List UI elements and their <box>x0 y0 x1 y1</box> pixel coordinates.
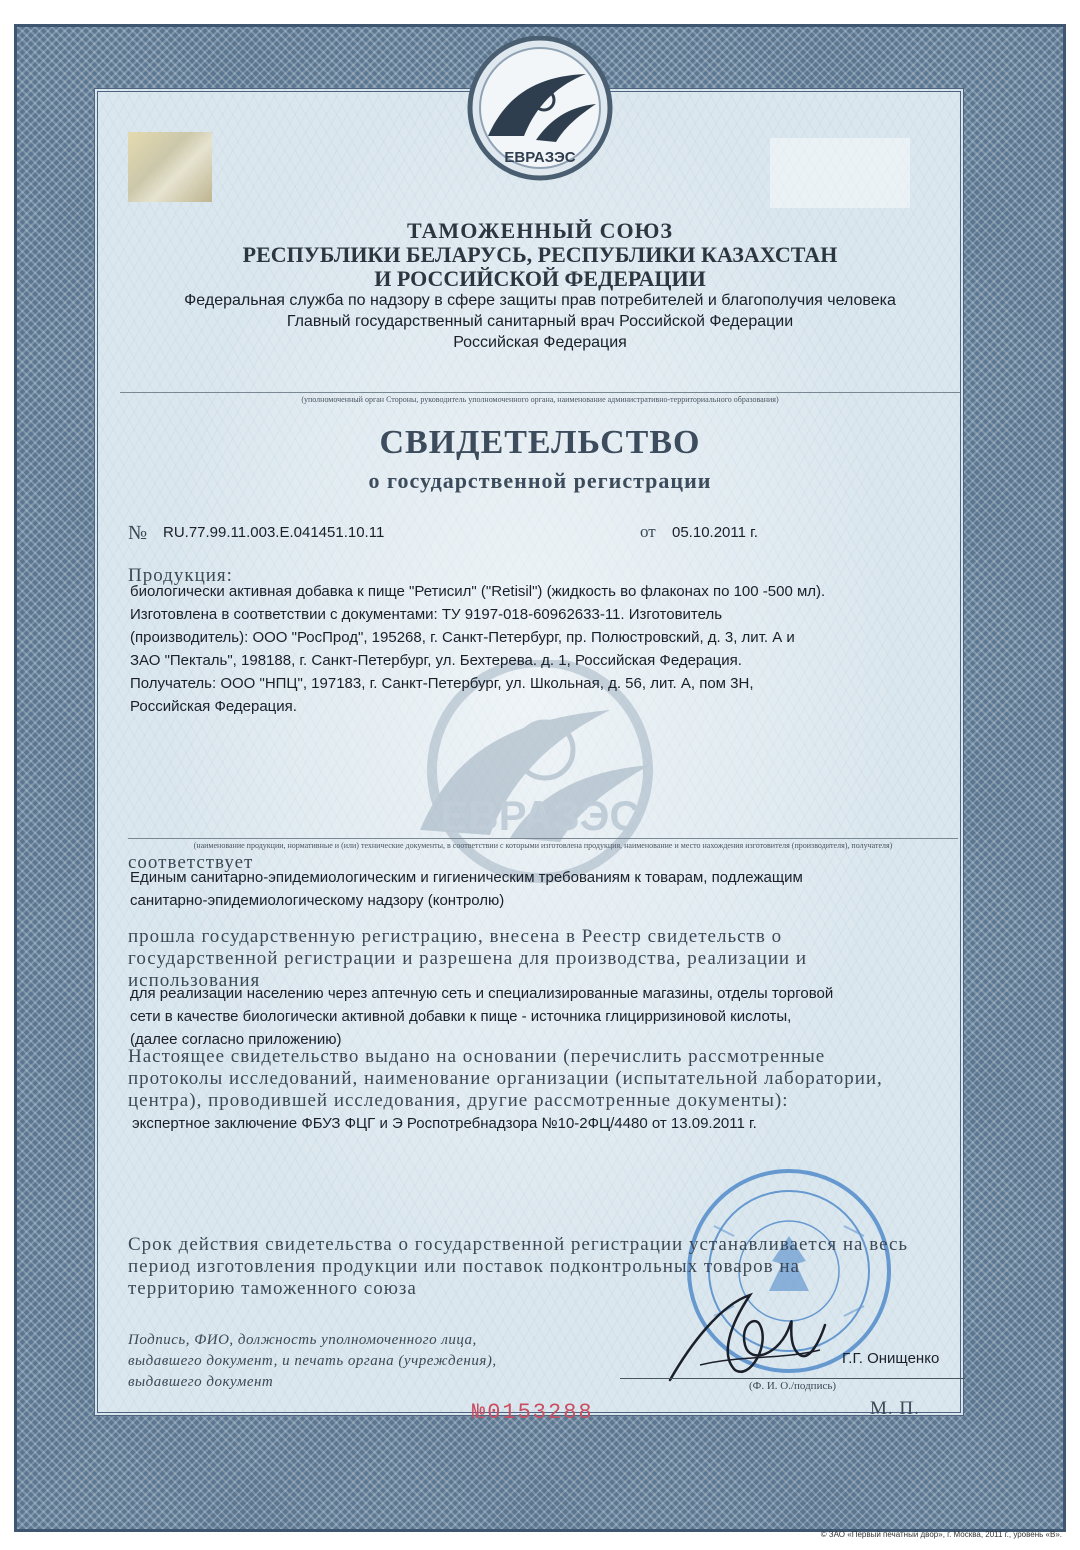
basis-detail: экспертное заключение ФБУЗ ФЦГ и Э Роспотребнадзора №10-2ФЦ/4480 от 13.09.2011 г. <box>132 1115 757 1132</box>
registration-number: RU.77.99.11.003.E.041451.10.11 <box>163 524 385 541</box>
usage-line: сети в качестве биологически активной добавки к пище - источника глицирризиновой кислоты, <box>130 1008 792 1025</box>
validity-line: Срок действия свидетельства о государственной регистрации устанавливается на весь <box>128 1234 909 1255</box>
security-patch <box>770 138 910 208</box>
usage-text <box>130 982 980 1051</box>
registered-line: государственной регистрации и разрешена для производства, реализации и <box>128 948 808 969</box>
document-title: СВИДЕТЕЛЬСТВО <box>379 424 701 461</box>
basis-text <box>128 1046 958 1112</box>
registered-line: использования <box>128 970 261 991</box>
emblem-label: ЕВРАЗЭС <box>504 149 576 166</box>
hologram-sticker <box>128 132 212 202</box>
number-label: № <box>128 522 148 544</box>
compliance-line: санитарно-эпидемиологическому надзору (контролю) <box>130 892 505 909</box>
registration-date: 05.10.2011 г. <box>672 524 758 541</box>
header-line-1: ТАМОЖЕННЫЙ СОЮЗ <box>406 218 674 243</box>
product-line: ЗАО "Пекталь", 198188, г. Санкт-Петербург, ул. Бехтерева. д. 1, Российская Федерация. <box>130 652 742 669</box>
product-line: Российская Федерация. <box>130 698 297 715</box>
seal-place-label: М. П. <box>870 1398 920 1419</box>
product-description <box>130 580 980 718</box>
product-label: Продукция: <box>128 565 233 586</box>
signatory-name: Г.Г. Онищенко <box>842 1350 940 1367</box>
eurasec-emblem-icon <box>446 36 634 186</box>
date-label: от <box>640 522 656 541</box>
validity-text <box>128 1234 958 1300</box>
signature-instruction-line: выдавшего документ <box>128 1374 274 1390</box>
validity-line: территорию таможенного союза <box>128 1278 417 1299</box>
validity-line: период изготовления продукции или поставок подконтрольных товаров на <box>128 1256 800 1277</box>
product-line: Получатель: ООО "НПЦ", 197183, г. Санкт-Петербург, ул. Школьная, д. 56, лит. А, пом 3Н, <box>130 675 754 692</box>
printer-footer: © ЗАО «Первый печатный двор», г. Москва, 2011 г., уровень «В». <box>820 1530 1062 1539</box>
document-subtitle: о государственной регистрации <box>368 468 712 493</box>
authority-caption: (уполномоченный орган Стороны, руководитель уполномоченного органа, наименование административно-территориального образования) <box>120 392 960 404</box>
basis-line: центра), проводившей исследования, другие рассмотренные документы): <box>128 1090 789 1111</box>
compliance-label: соответствует <box>128 852 254 873</box>
country-name: Российская Федерация <box>453 334 627 351</box>
official-title: Главный государственный санитарный врач Российской Федерации <box>286 313 794 330</box>
basis-line: протоколы исследований, наименование организации (испытательной лаборатории, <box>128 1068 883 1089</box>
signature-caption: (Ф. И. О./подпись) <box>620 1378 965 1392</box>
product-caption: (наименование продукции, нормативные и (или) технические документы, в соответствии с которыми изготовлена продукция, наименование и место нахождения изготовителя (производителя), получателя) <box>128 838 958 850</box>
signature-instructions <box>128 1330 497 1393</box>
basis-line: Настоящее свидетельство выдано на основании (перечислить рассмотренные <box>128 1046 826 1067</box>
header-line-3: И РОССИЙСКОЙ ФЕДЕРАЦИИ <box>374 266 706 291</box>
serial-number: №0153288 <box>472 1400 594 1425</box>
registered-line: прошла государственную регистрацию, внесена в Реестр свидетельств о <box>128 926 783 947</box>
signature-instruction-line: Подпись, ФИО, должность уполномоченного лица, <box>128 1332 477 1348</box>
usage-line: для реализации населению через аптечную сеть и специализированные магазины, отделы торговой <box>130 985 834 1002</box>
header-line-2: РЕСПУБЛИКИ БЕЛАРУСЬ, РЕСПУБЛИКИ КАЗАХСТАН <box>242 242 838 267</box>
product-line: Изготовлена в соответствии с документами: ТУ 9197-018-60962633-11. Изготовитель <box>130 606 723 623</box>
agency-name: Федеральная служба по надзору в сфере защиты прав потребителей и благополучия человека <box>184 292 896 309</box>
svg-text:ЕВРАЗЭС: ЕВРАЗЭС <box>440 792 640 839</box>
product-line: биологически активная добавка к пище "Ретисил" ("Retisil") (жидкость во флаконах по 100 -500 мл). <box>130 583 826 600</box>
compliance-line: Единым санитарно-эпидемиологическим и гигиеническим требованиям к товарам, подлежащим <box>130 869 803 886</box>
signature-instruction-line: выдавшего документ, и печать органа (учреждения), <box>128 1353 497 1369</box>
compliance-text <box>130 866 960 912</box>
product-line: (производитель): ООО "РосПрод", 195268, г. Санкт-Петербург, пр. Полюстровский, д. 3, лит. А и <box>130 629 795 646</box>
usage-line: (далее согласно приложению) <box>130 1031 342 1048</box>
